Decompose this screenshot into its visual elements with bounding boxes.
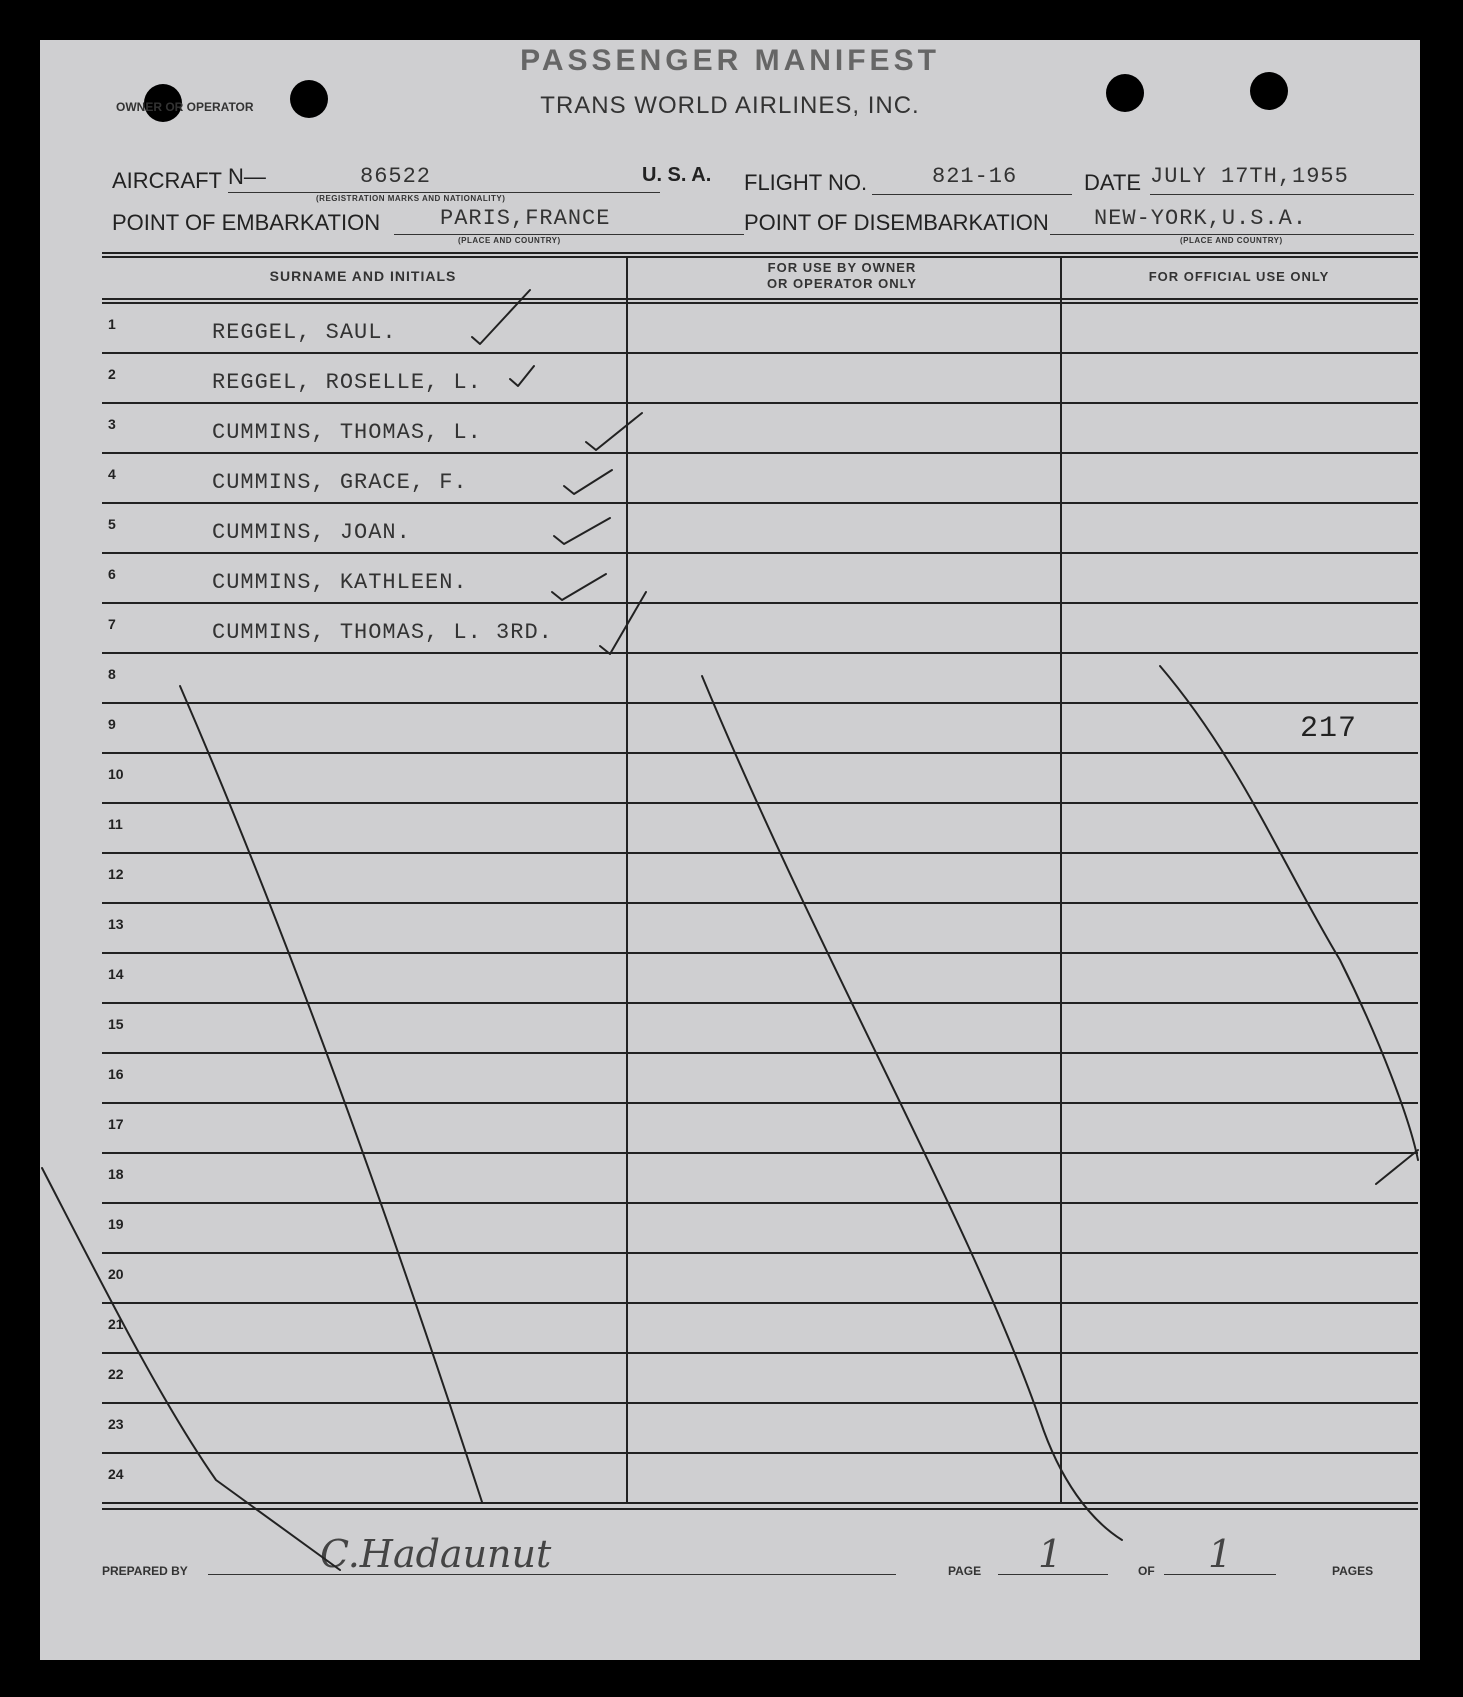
of-value: 1 bbox=[1208, 1532, 1233, 1576]
manifest-page bbox=[40, 40, 1420, 1660]
row-number: 11 bbox=[108, 816, 123, 832]
aircraft-number: 86522 bbox=[360, 164, 432, 189]
row-number: 18 bbox=[108, 1166, 124, 1182]
passenger-name: REGGEL, ROSELLE, L. bbox=[212, 370, 482, 395]
row-number: 8 bbox=[108, 666, 116, 682]
checkmark-icon bbox=[586, 413, 642, 450]
date-label: DATE bbox=[1084, 170, 1142, 195]
nationality: U. S. A. bbox=[642, 164, 712, 186]
passenger-name: CUMMINS, JOAN. bbox=[212, 520, 411, 545]
cancel-stroke bbox=[702, 676, 1122, 1540]
checkmark-icon bbox=[554, 518, 610, 544]
of-label: OF bbox=[1138, 1564, 1155, 1578]
passenger-name: CUMMINS, GRACE, F. bbox=[212, 470, 468, 495]
form-title: PASSENGER MANIFEST bbox=[520, 44, 940, 77]
checkmark-icon bbox=[472, 290, 530, 344]
column-owner-use-line2: OR OPERATOR ONLY bbox=[766, 276, 918, 291]
airline-name: TRANS WORLD AIRLINES, INC. bbox=[540, 92, 920, 119]
row-number: 5 bbox=[108, 516, 116, 532]
row-number: 15 bbox=[108, 1016, 124, 1032]
row-number: 20 bbox=[108, 1266, 124, 1282]
pages-label: PAGES bbox=[1332, 1564, 1374, 1578]
row-number: 6 bbox=[108, 566, 116, 582]
embarkation-label: POINT OF EMBARKATION bbox=[112, 210, 381, 235]
row-number: 9 bbox=[108, 716, 116, 732]
row-number: 16 bbox=[108, 1066, 124, 1082]
cancel-stroke bbox=[180, 686, 482, 1502]
cancel-stroke bbox=[1160, 666, 1418, 1160]
row-number: 10 bbox=[108, 766, 124, 782]
column-owner-use-line1: FOR USE BY OWNER bbox=[767, 260, 917, 275]
flight-number: 821-16 bbox=[932, 164, 1018, 189]
handwritten-marks bbox=[40, 40, 1420, 1660]
passenger-name: REGGEL, SAUL. bbox=[212, 320, 397, 345]
cancel-stroke bbox=[42, 1168, 340, 1570]
row-number: 14 bbox=[108, 966, 124, 982]
registration-caption: (REGISTRATION MARKS AND NATIONALITY) bbox=[316, 194, 506, 203]
column-official-use: FOR OFFICIAL USE ONLY bbox=[1148, 269, 1330, 284]
row-number: 23 bbox=[108, 1416, 124, 1432]
row-number: 7 bbox=[108, 616, 116, 632]
flight-label: FLIGHT NO. bbox=[744, 170, 868, 195]
row-number: 12 bbox=[108, 866, 124, 882]
official-number: 217 bbox=[1300, 712, 1358, 746]
row-number: 24 bbox=[108, 1466, 124, 1482]
row-number: 22 bbox=[108, 1366, 124, 1382]
passenger-name: CUMMINS, THOMAS, L. 3RD. bbox=[212, 620, 553, 645]
row-number: 2 bbox=[108, 366, 116, 382]
prepared-by-label: PREPARED BY bbox=[102, 1564, 188, 1578]
row-number: 19 bbox=[108, 1216, 124, 1232]
checkmark-icon bbox=[564, 470, 612, 494]
row-number: 4 bbox=[108, 466, 116, 482]
cancel-stroke bbox=[1376, 1150, 1418, 1184]
checkmark-icon bbox=[510, 366, 534, 386]
page-value: 1 bbox=[1038, 1532, 1063, 1576]
row-number: 1 bbox=[108, 316, 116, 332]
owner-label: OWNER OR OPERATOR bbox=[116, 100, 254, 114]
page-label: PAGE bbox=[948, 1564, 982, 1578]
aircraft-label: AIRCRAFT bbox=[112, 168, 222, 193]
place-caption: (PLACE AND COUNTRY) bbox=[458, 236, 561, 245]
row-number: 17 bbox=[108, 1116, 124, 1132]
row-number: 13 bbox=[108, 916, 124, 932]
aircraft-prefix: N— bbox=[228, 164, 266, 189]
checkmark-icon bbox=[600, 592, 646, 654]
column-surname: SURNAME AND INITIALS bbox=[269, 268, 457, 284]
embarkation-value: PARIS,FRANCE bbox=[440, 206, 611, 231]
date-value: JULY 17TH,1955 bbox=[1150, 164, 1349, 189]
signature: C.Hadaunut bbox=[320, 1532, 552, 1576]
row-number: 21 bbox=[108, 1316, 124, 1332]
checkmark-icon bbox=[552, 574, 606, 600]
row-number: 3 bbox=[108, 416, 116, 432]
passenger-name: CUMMINS, KATHLEEN. bbox=[212, 570, 468, 595]
place-caption: (PLACE AND COUNTRY) bbox=[1180, 236, 1283, 245]
disembarkation-label: POINT OF DISEMBARKATION bbox=[744, 210, 1049, 235]
disembarkation-value: NEW-YORK,U.S.A. bbox=[1094, 206, 1308, 231]
passenger-name: CUMMINS, THOMAS, L. bbox=[212, 420, 482, 445]
